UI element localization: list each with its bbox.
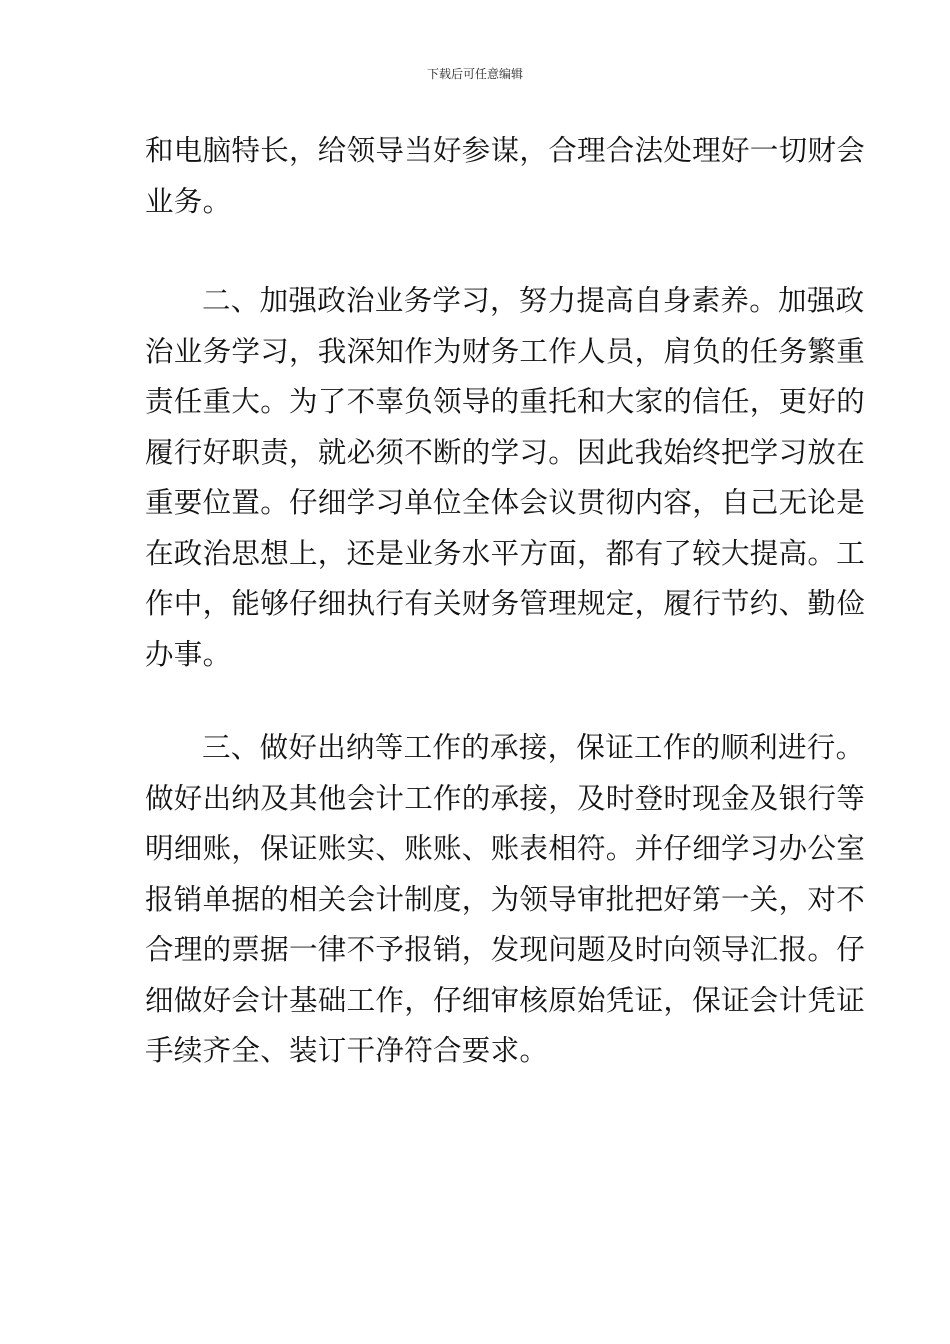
- paragraph-line: 手续齐全、装订干净符合要求。: [145, 1034, 549, 1067]
- paragraph-line: 责任重大。为了不辜负领导的重托和大家的信任，更好的: [145, 385, 866, 418]
- paragraph-2: [145, 276, 866, 680]
- paragraph-line: 三、做好出纳等工作的承接，保证工作的顺利进行。: [202, 731, 865, 764]
- paragraph-1: [145, 126, 866, 227]
- paragraph-line: 做好出纳及其他会计工作的承接，及时登时现金及银行等: [145, 781, 866, 815]
- paragraph-line: 和电脑特长，给领导当好参谋，合理合法处理好一切财会: [145, 134, 866, 167]
- paragraph-3: [145, 723, 866, 1077]
- paragraph-line: 二、加强政治业务学习，努力提高自身素养。加强政: [202, 284, 865, 317]
- paragraph-line: 在政治思想上，还是业务水平方面，都有了较大提高。工: [145, 536, 866, 570]
- paragraph-line: 办事。: [145, 637, 232, 671]
- paragraph-line: 明细账，保证账实、账账、账表相符。并仔细学习办公室: [145, 832, 866, 865]
- paragraph-line: 业务。: [145, 184, 232, 218]
- paragraph-line: 细做好会计基础工作，仔细审核原始凭证，保证会计凭证: [145, 983, 866, 1017]
- paragraph-line: 合理的票据一律不予报销，发现问题及时向领导汇报。仔: [145, 933, 866, 966]
- page-header-note: 下载后可任意编辑: [426, 67, 523, 81]
- paragraph-line: 履行好职责，就必须不断的学习。因此我始终把学习放在: [145, 435, 866, 469]
- paragraph-line: 报销单据的相关会计制度，为领导审批把好第一关，对不: [145, 882, 866, 916]
- paragraph-line: 治业务学习，我深知作为财务工作人员，肩负的任务繁重: [145, 334, 866, 368]
- paragraph-line: 重要位置。仔细学习单位全体会议贯彻内容，自己无论是: [145, 486, 866, 519]
- paragraph-line: 作中，能够仔细执行有关财务管理规定，履行节约、勤俭: [145, 587, 866, 620]
